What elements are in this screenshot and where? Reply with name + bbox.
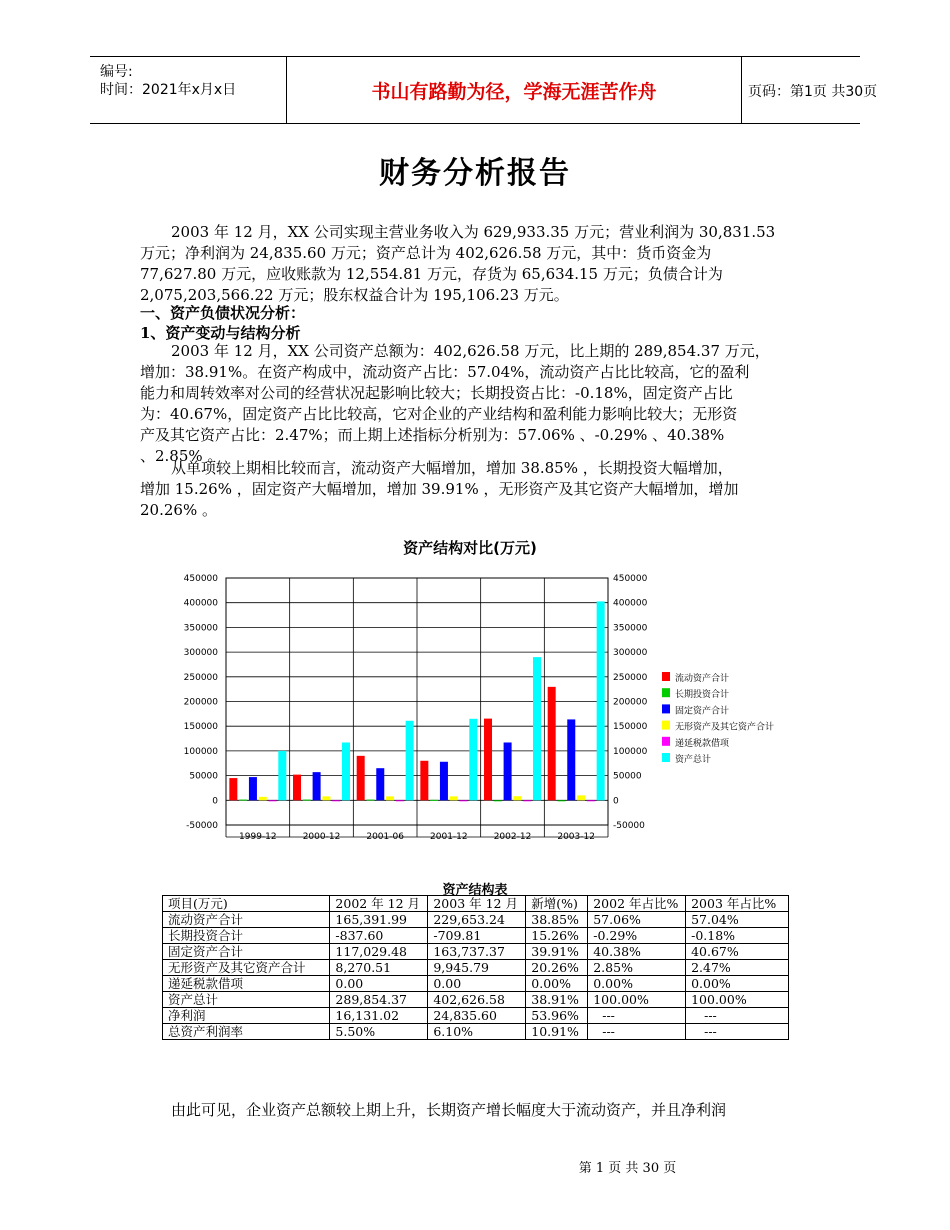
y-tick-label-left: 450000: [183, 574, 218, 584]
y-tick-label-right: 50000: [613, 771, 642, 782]
bar: [484, 719, 492, 801]
table-cell: 净利润: [163, 1008, 330, 1024]
table-cell: 流动资产合计: [163, 912, 330, 928]
y-tick-label-left: 250000: [183, 672, 218, 683]
table-header-cell: 2002 年 12 月: [330, 896, 428, 912]
bar: [357, 756, 365, 800]
legend-swatch: [662, 737, 670, 746]
y-tick-label-left: 350000: [183, 623, 218, 634]
table-cell: 100.00%: [686, 992, 789, 1008]
bar: [239, 800, 247, 801]
table-cell: 递延税款借项: [163, 976, 330, 992]
paragraph-line: 从单项较上期相比较而言，流动资产大幅增加，增加 38.85% ，长期投资大幅增加，: [171, 459, 733, 477]
paragraph-line: 由此可见，企业资产总额较上期上升，长期资产增长幅度大于流动资产，并且净利润: [171, 1101, 727, 1119]
y-tick-label-left: 100000: [183, 746, 218, 757]
table-cell: 2.85%: [588, 960, 686, 976]
bar: [332, 800, 340, 801]
bar: [597, 601, 605, 800]
bar: [229, 778, 237, 800]
table-header-cell: 2002 年占比%: [588, 896, 686, 912]
table-row: [163, 944, 789, 960]
bar: [259, 797, 267, 800]
bar: [577, 795, 585, 800]
bar: [396, 800, 404, 801]
table-cell: -0.29%: [588, 928, 686, 944]
table-header-cell: 新增(%): [526, 896, 588, 912]
x-tick-label: 2001-12: [430, 832, 468, 842]
y-tick-label-right: 400000: [613, 598, 648, 609]
table-cell: ---: [588, 1024, 686, 1040]
table-cell: 0.00: [330, 976, 428, 992]
bar: [523, 800, 531, 801]
y-tick-label-left: 200000: [183, 697, 218, 708]
table-header-cell: 项目(万元): [163, 896, 330, 912]
bar: [278, 751, 286, 800]
table-cell: 10.91%: [526, 1024, 588, 1040]
paragraph-line: 产及其它资产占比：2.47%；而上期上述指标分析别为：57.06% 、-0.29% 、40.38%: [140, 426, 725, 444]
y-tick-label-right: 300000: [613, 648, 648, 659]
bar: [557, 800, 565, 801]
y-tick-label-right: 100000: [613, 746, 648, 757]
legend-label: 无形资产及其它资产合计: [675, 722, 775, 733]
legend-swatch: [662, 753, 670, 762]
intro-line: 77,627.80 万元，应收账款为 12,554.81 万元，存货为 65,634.15 万元；负债合计为: [140, 265, 723, 283]
asset-structure-table: [162, 895, 789, 1040]
y-tick-label-left: 0: [212, 796, 218, 807]
bar: [366, 800, 374, 801]
paragraph-line: 能力和周转效率对公司的经营状况起影响比较大；长期投资占比：-0.18%，固定资产占比: [140, 384, 733, 402]
table-cell: 2.47%: [686, 960, 789, 976]
table-cell: 100.00%: [588, 992, 686, 1008]
table-cell: 40.67%: [686, 944, 789, 960]
legend-label: 资产总计: [675, 755, 712, 765]
y-tick-label-right: 450000: [613, 574, 648, 584]
table-cell: 0.00%: [526, 976, 588, 992]
legend-swatch: [662, 672, 670, 681]
y-tick-label-right: 0: [613, 796, 619, 807]
paragraph-line: 为：40.67%，固定资产占比比较高，它对企业的产业结构和盈利能力影响比较大；无形资: [140, 405, 738, 423]
table-cell: 0.00%: [686, 976, 789, 992]
page-footer: 第 1 页 共 30 页: [578, 1161, 677, 1176]
table-row: [163, 928, 789, 944]
legend-swatch: [662, 688, 670, 697]
bar: [313, 772, 321, 800]
x-tick-label: 1999-12: [239, 832, 277, 842]
table-title: 资产结构表: [442, 883, 508, 898]
y-tick-label-right: 250000: [613, 672, 648, 683]
table-cell: 57.06%: [588, 912, 686, 928]
table-cell: 402,626.58: [428, 992, 526, 1008]
table-cell: 0.00: [428, 976, 526, 992]
table-cell: 长期投资合计: [163, 928, 330, 944]
table-cell: 16,131.02: [330, 1008, 428, 1024]
bar: [430, 800, 438, 801]
y-tick-label-left: 300000: [183, 648, 218, 659]
document-time-label: 时间：2021年x月x日: [100, 82, 237, 98]
chart-title: 资产结构对比(万元): [403, 539, 537, 557]
bar: [494, 800, 502, 801]
y-tick-label-left: 50000: [189, 771, 218, 782]
table-cell: 9,945.79: [428, 960, 526, 976]
table-cell: 固定资产合计: [163, 944, 330, 960]
table-cell: 53.96%: [526, 1008, 588, 1024]
table-cell: 163,737.37: [428, 944, 526, 960]
paragraph-line: 20.26% 。: [140, 501, 217, 519]
intro-line: 万元；净利润为 24,835.60 万元；资产总计为 402,626.58 万元，其中：货币资金为: [140, 244, 712, 262]
table-cell: 289,854.37: [330, 992, 428, 1008]
bar: [342, 743, 350, 801]
paragraph-line: 增加 15.26% ，固定资产大幅增加，增加 39.91% ，无形资产及其它资产大幅增加，增加: [140, 480, 739, 498]
y-tick-label-right: -50000: [613, 821, 645, 831]
legend-swatch: [662, 704, 670, 713]
section-heading: 一、资产负债状况分析：: [140, 304, 306, 322]
y-tick-label-right: 150000: [613, 722, 648, 733]
table-cell: 0.00%: [588, 976, 686, 992]
table-cell: 38.85%: [526, 912, 588, 928]
x-tick-label: 2001-06: [366, 832, 404, 842]
bar: [406, 721, 414, 801]
legend-label: 固定资产合计: [675, 706, 730, 717]
table-row: [163, 976, 789, 992]
bar: [450, 796, 458, 800]
paragraph-line: 2003 年 12 月，XX 公司资产总额为：402,626.58 万元，比上期的 289,854.37 万元，: [171, 342, 770, 360]
table-cell: 15.26%: [526, 928, 588, 944]
table-cell: 24,835.60: [428, 1008, 526, 1024]
table-cell: 5.50%: [330, 1024, 428, 1040]
y-tick-label-right: 200000: [613, 697, 648, 708]
table-row: [163, 960, 789, 976]
subsection-heading: 1、资产变动与结构分析: [140, 324, 301, 342]
table-cell: 无形资产及其它资产合计: [163, 960, 330, 976]
bar: [587, 800, 595, 801]
table-cell: 总资产利润率: [163, 1024, 330, 1040]
table-cell: -837.60: [330, 928, 428, 944]
paragraph-line: 、2.85% 。: [140, 447, 223, 465]
table-row: [163, 1024, 789, 1040]
y-tick-label-left: 150000: [183, 722, 218, 733]
bar: [460, 800, 468, 801]
legend-swatch: [662, 721, 670, 730]
bar: [513, 796, 521, 800]
table-row: [163, 1008, 789, 1024]
table-cell: 117,029.48: [330, 944, 428, 960]
table-row: [163, 912, 789, 928]
header-motto: 书山有路勤为径，学海无涯苦作舟: [371, 81, 657, 103]
table-cell: 229,653.24: [428, 912, 526, 928]
table-cell: 40.38%: [588, 944, 686, 960]
paragraph-line: 增加：38.91%。在资产构成中，流动资产占比：57.04%，流动资产占比比较高，它的盈利: [140, 363, 750, 381]
x-tick-label: 2003-12: [557, 832, 595, 842]
table-cell: -0.18%: [686, 928, 789, 944]
table-header-row: [163, 896, 789, 912]
x-tick-label: 2002-12: [493, 832, 532, 842]
bar: [293, 775, 301, 801]
legend-label: 递延税款借项: [675, 738, 730, 749]
legend-label: 流动资产合计: [675, 674, 730, 684]
table-cell: ---: [686, 1008, 789, 1024]
bar: [269, 800, 277, 801]
bar: [420, 761, 428, 801]
bar: [440, 762, 448, 801]
table-cell: ---: [686, 1024, 789, 1040]
bar: [249, 777, 257, 800]
y-tick-label-left: -50000: [186, 821, 218, 831]
table-cell: 8,270.51: [330, 960, 428, 976]
document-number-label: 编号:: [100, 64, 133, 80]
intro-line: 2,075,203,566.22 万元；股东权益合计为 195,106.23 万元。: [140, 286, 569, 304]
table-cell: 57.04%: [686, 912, 789, 928]
table-cell: 38.91%: [526, 992, 588, 1008]
bar: [469, 719, 477, 801]
y-tick-label-right: 350000: [613, 623, 648, 634]
bar: [504, 742, 512, 800]
legend-label: 长期投资合计: [675, 690, 730, 701]
table-cell: 资产总计: [163, 992, 330, 1008]
bar: [322, 796, 330, 800]
bar: [303, 800, 311, 801]
table-header-cell: 2003 年占比%: [686, 896, 789, 912]
header-page-info: 页码：第1页 共30页: [748, 84, 878, 100]
bar: [376, 768, 384, 800]
table-row: [163, 992, 789, 1008]
table-cell: ---: [588, 1008, 686, 1024]
table-cell: -709.81: [428, 928, 526, 944]
bar: [567, 719, 575, 800]
x-tick-label: 2000-12: [302, 832, 341, 842]
table-header-cell: 2003 年 12 月: [428, 896, 526, 912]
table-cell: 39.91%: [526, 944, 588, 960]
table-cell: 165,391.99: [330, 912, 428, 928]
table-cell: 20.26%: [526, 960, 588, 976]
document-title: 财务分析报告: [379, 156, 571, 191]
table-cell: 6.10%: [428, 1024, 526, 1040]
bar: [548, 687, 556, 800]
bar: [386, 796, 394, 800]
intro-line: 2003 年 12 月，XX 公司实现主营业务收入为 629,933.35 万元；营业利润为 30,831.53: [171, 223, 776, 241]
y-tick-label-left: 400000: [183, 598, 218, 609]
bar: [533, 657, 541, 800]
closing-paragraph: [140, 1100, 810, 1121]
